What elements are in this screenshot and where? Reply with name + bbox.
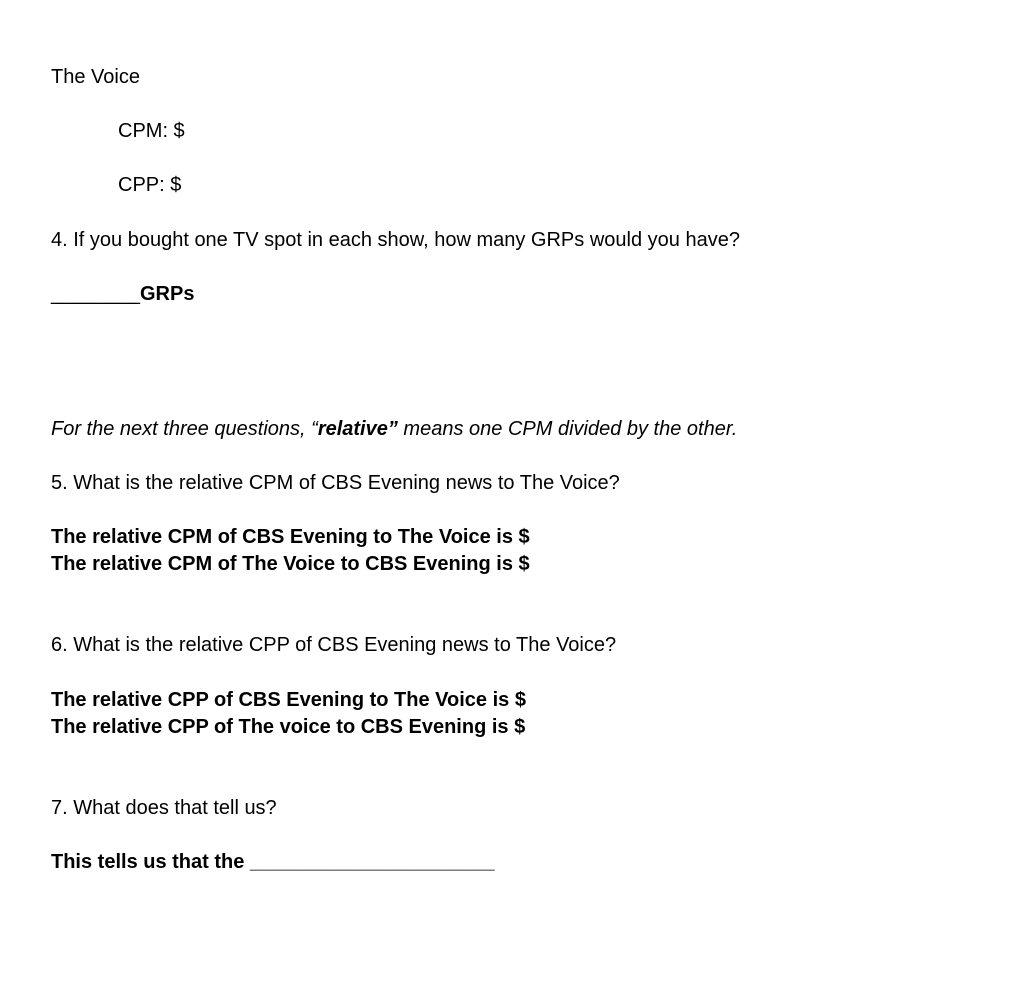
relative-note [51, 417, 737, 441]
relative-note-prefix: For the next three questions, “ [51, 418, 318, 440]
question-4-answer [51, 282, 194, 306]
voice-cpp-label: CPP: $ [118, 174, 182, 196]
relative-note-suffix: means one CPM divided by the other. [397, 418, 738, 440]
question-5-answer-2: The relative CPM of The Voice to CBS Evening is $ [51, 553, 530, 575]
question-7-answer: This tells us that the ______________________ [51, 851, 495, 873]
voice-heading: The Voice [51, 66, 140, 88]
grp-unit: GRPs [139, 283, 195, 305]
question-5-answer-1: The relative CPM of CBS Evening to The Voice is $ [51, 526, 530, 548]
relative-note-emphasis: relative” [317, 418, 398, 440]
question-6-answer-1: The relative CPP of CBS Evening to The Voice is $ [51, 689, 526, 711]
question-5: 5. What is the relative CPM of CBS Evening news to The Voice? [51, 472, 620, 494]
question-6: 6. What is the relative CPP of CBS Evening news to The Voice? [51, 634, 617, 656]
question-4: 4. If you bought one TV spot in each show, how many GRPs would you have? [51, 229, 740, 251]
question-6-answer-2: The relative CPP of The voice to CBS Evening is $ [51, 716, 526, 738]
question-7: 7. What does that tell us? [51, 797, 277, 819]
voice-cpm-label: CPM: $ [118, 120, 185, 142]
grp-blank: ________ [51, 283, 140, 305]
